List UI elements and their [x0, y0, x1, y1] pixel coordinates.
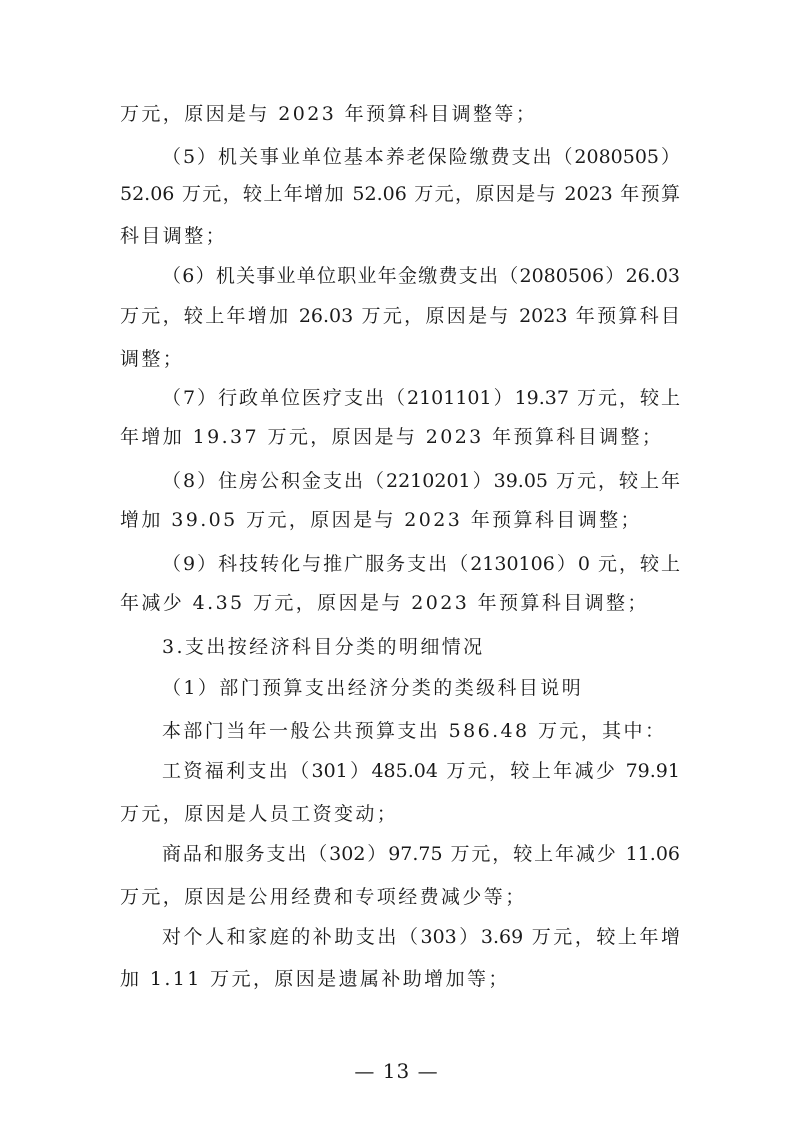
text-line: 科目调整； [120, 225, 228, 247]
text-line: 调整； [120, 348, 185, 370]
text-line: 本部门当年一般公共预算支出 586.48 万元，其中： [162, 720, 667, 742]
page-number: — 13 — [354, 1059, 439, 1083]
text-line: 万元，原因是公用经费和专项经费减少等； [120, 886, 527, 908]
text-line: 年增加 19.37 万元，原因是与 2023 年预算科目调整； [120, 426, 664, 448]
text-line: 工资福利支出（301）485.04 万元，较上年减少 79.91 [162, 760, 680, 782]
text-line: 增加 39.05 万元，原因是与 2023 年预算科目调整； [120, 509, 642, 531]
text-line: （7）行政单位医疗支出（2101101）19.37 万元，较上 [162, 387, 680, 409]
text-line: 万元，原因是与 2023 年预算科目调整等； [120, 103, 538, 125]
subsection-heading: （1）部门预算支出经济分类的类级科目说明 [162, 677, 584, 699]
text-line: 商品和服务支出（302）97.75 万元，较上年减少 11.06 [162, 843, 680, 865]
section-heading: 3.支出按经济科目分类的明细情况 [162, 636, 485, 658]
text-line: （8）住房公积金支出（2210201）39.05 万元，较上年 [162, 470, 680, 492]
text-line: （9）科技转化与推广服务支出（2130106）0 元，较上 [162, 553, 680, 575]
text-line: 万元，原因是人员工资变动； [120, 803, 399, 825]
text-line: （6）机关事业单位职业年金缴费支出（2080506）26.03 [162, 265, 680, 287]
text-line: 万元，较上年增加 26.03 万元，原因是与 2023 年预算科目 [120, 305, 680, 327]
text-line: 年减少 4.35 万元，原因是与 2023 年预算科目调整； [120, 592, 649, 614]
text-line: （5）机关事业单位基本养老保险缴费支出（2080505） [162, 146, 680, 168]
text-line: 对个人和家庭的补助支出（303）3.69 万元，较上年增 [162, 926, 680, 948]
text-line: 52.06 万元，较上年增加 52.06 万元，原因是与 2023 年预算 [120, 183, 680, 205]
text-line: 加 1.11 万元，原因是遗属补助增加等； [120, 968, 510, 990]
